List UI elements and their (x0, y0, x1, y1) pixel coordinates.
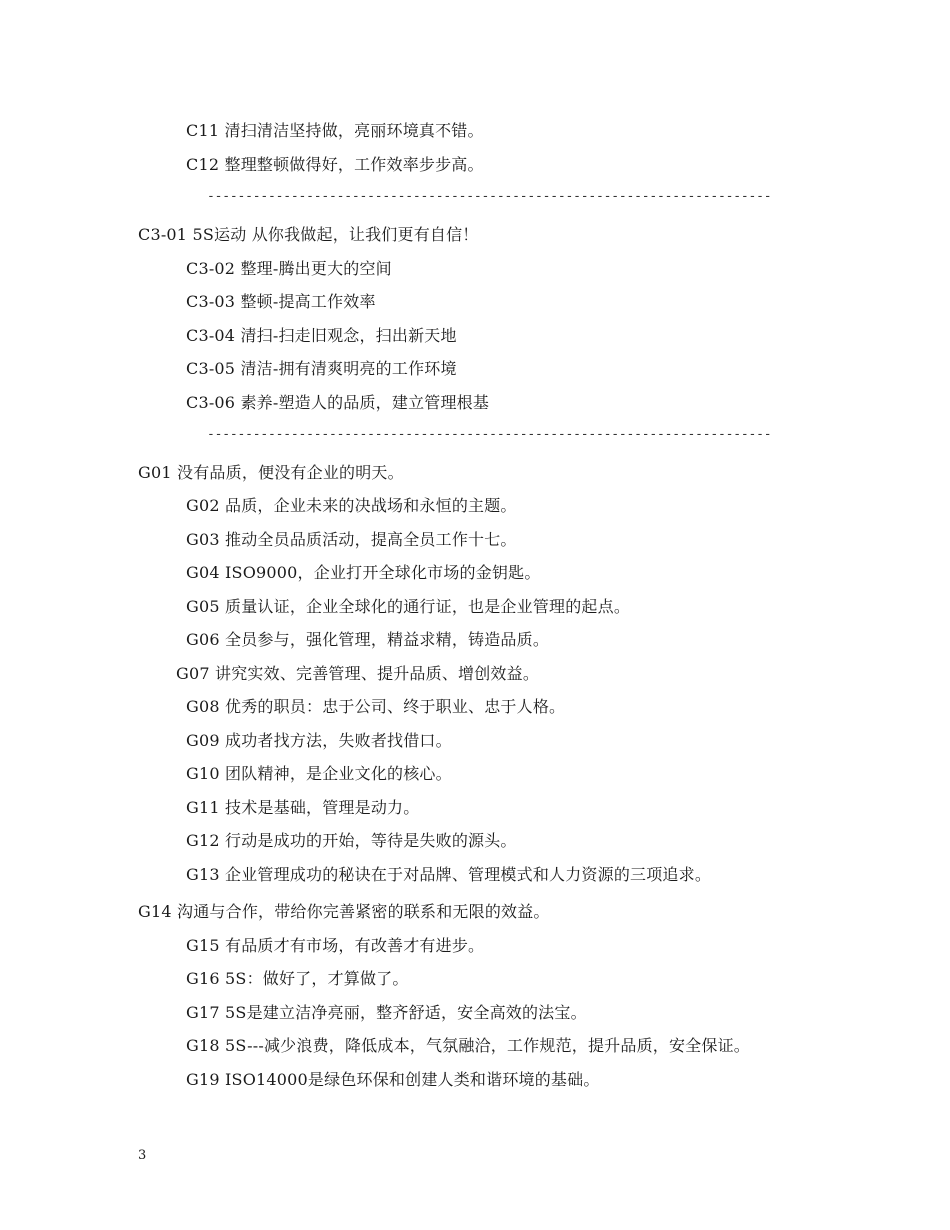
slogan-line-g06: G06 全员参与，强化管理，精益求精，铸造品质。 (186, 630, 550, 649)
slogan-line-c3-06: C3-06 素养-塑造人的品质，建立管理根基 (186, 393, 490, 412)
slogan-line-g04: G04 ISO9000，企业打开全球化市场的金钥匙。 (186, 563, 541, 582)
slogan-line-g09: G09 成功者找方法，失败者找借口。 (186, 731, 452, 750)
slogan-line-c12: C12 整理整顿做得好，工作效率步步高。 (186, 155, 484, 174)
slogan-line-g18: G18 5S---减少浪费，降低成本，气氛融洽，工作规范，提升品质，安全保证。 (186, 1036, 750, 1055)
separator-line-1: -------------------------------------------------------------------------- (207, 189, 772, 204)
slogan-line-c3-03: C3-03 整顿-提高工作效率 (186, 292, 376, 311)
separator-line-2: -------------------------------------------------------------------------- (207, 427, 772, 442)
slogan-line-g14: G14 沟通与合作，带给你完善紧密的联系和无限的效益。 (138, 902, 550, 921)
slogan-line-c3-04: C3-04 清扫-扫走旧观念，扫出新天地 (186, 326, 457, 345)
slogan-line-g13: G13 企业管理成功的秘诀在于对品牌、管理模式和人力资源的三项追求。 (186, 865, 712, 884)
slogan-line-g11: G11 技术是基础，管理是动力。 (186, 798, 420, 817)
slogan-line-g15: G15 有品质才有市场，有改善才有进步。 (186, 936, 485, 955)
slogan-line-g12: G12 行动是成功的开始，等待是失败的源头。 (186, 831, 517, 850)
slogan-line-c3-01: C3-01 5S运动 从你我做起，让我们更有自信！ (138, 225, 479, 244)
slogan-line-c11: C11 清扫清洁坚持做，亮丽环境真不错。 (186, 121, 484, 140)
slogan-line-g10: G10 团队精神，是企业文化的核心。 (186, 764, 452, 783)
slogan-line-g07: G07 讲究实效、完善管理、提升品质、增创效益。 (176, 664, 540, 683)
page-number: 3 (138, 1148, 147, 1163)
slogan-line-g08: G08 优秀的职员：忠于公司、终于职业、忠于人格。 (186, 697, 566, 716)
slogan-line-g01: G01 没有品质，便没有企业的明天。 (138, 463, 404, 482)
slogan-line-g02: G02 品质，企业未来的决战场和永恒的主题。 (186, 496, 517, 515)
slogan-line-g19: G19 ISO14000是绿色环保和创建人类和谐环境的基础。 (186, 1070, 600, 1089)
slogan-line-c3-02: C3-02 整理-腾出更大的空间 (186, 259, 392, 278)
slogan-line-c3-05: C3-05 清洁-拥有清爽明亮的工作环境 (186, 359, 457, 378)
slogan-line-g05: G05 质量认证，企业全球化的通行证，也是企业管理的起点。 (186, 597, 631, 616)
slogan-line-g03: G03 推动全员品质活动，提高全员工作十七。 (186, 530, 517, 549)
slogan-line-g16: G16 5S：做好了，才算做了。 (186, 969, 409, 988)
slogan-line-g17: G17 5S是建立洁净亮丽，整齐舒适，安全高效的法宝。 (186, 1003, 587, 1022)
